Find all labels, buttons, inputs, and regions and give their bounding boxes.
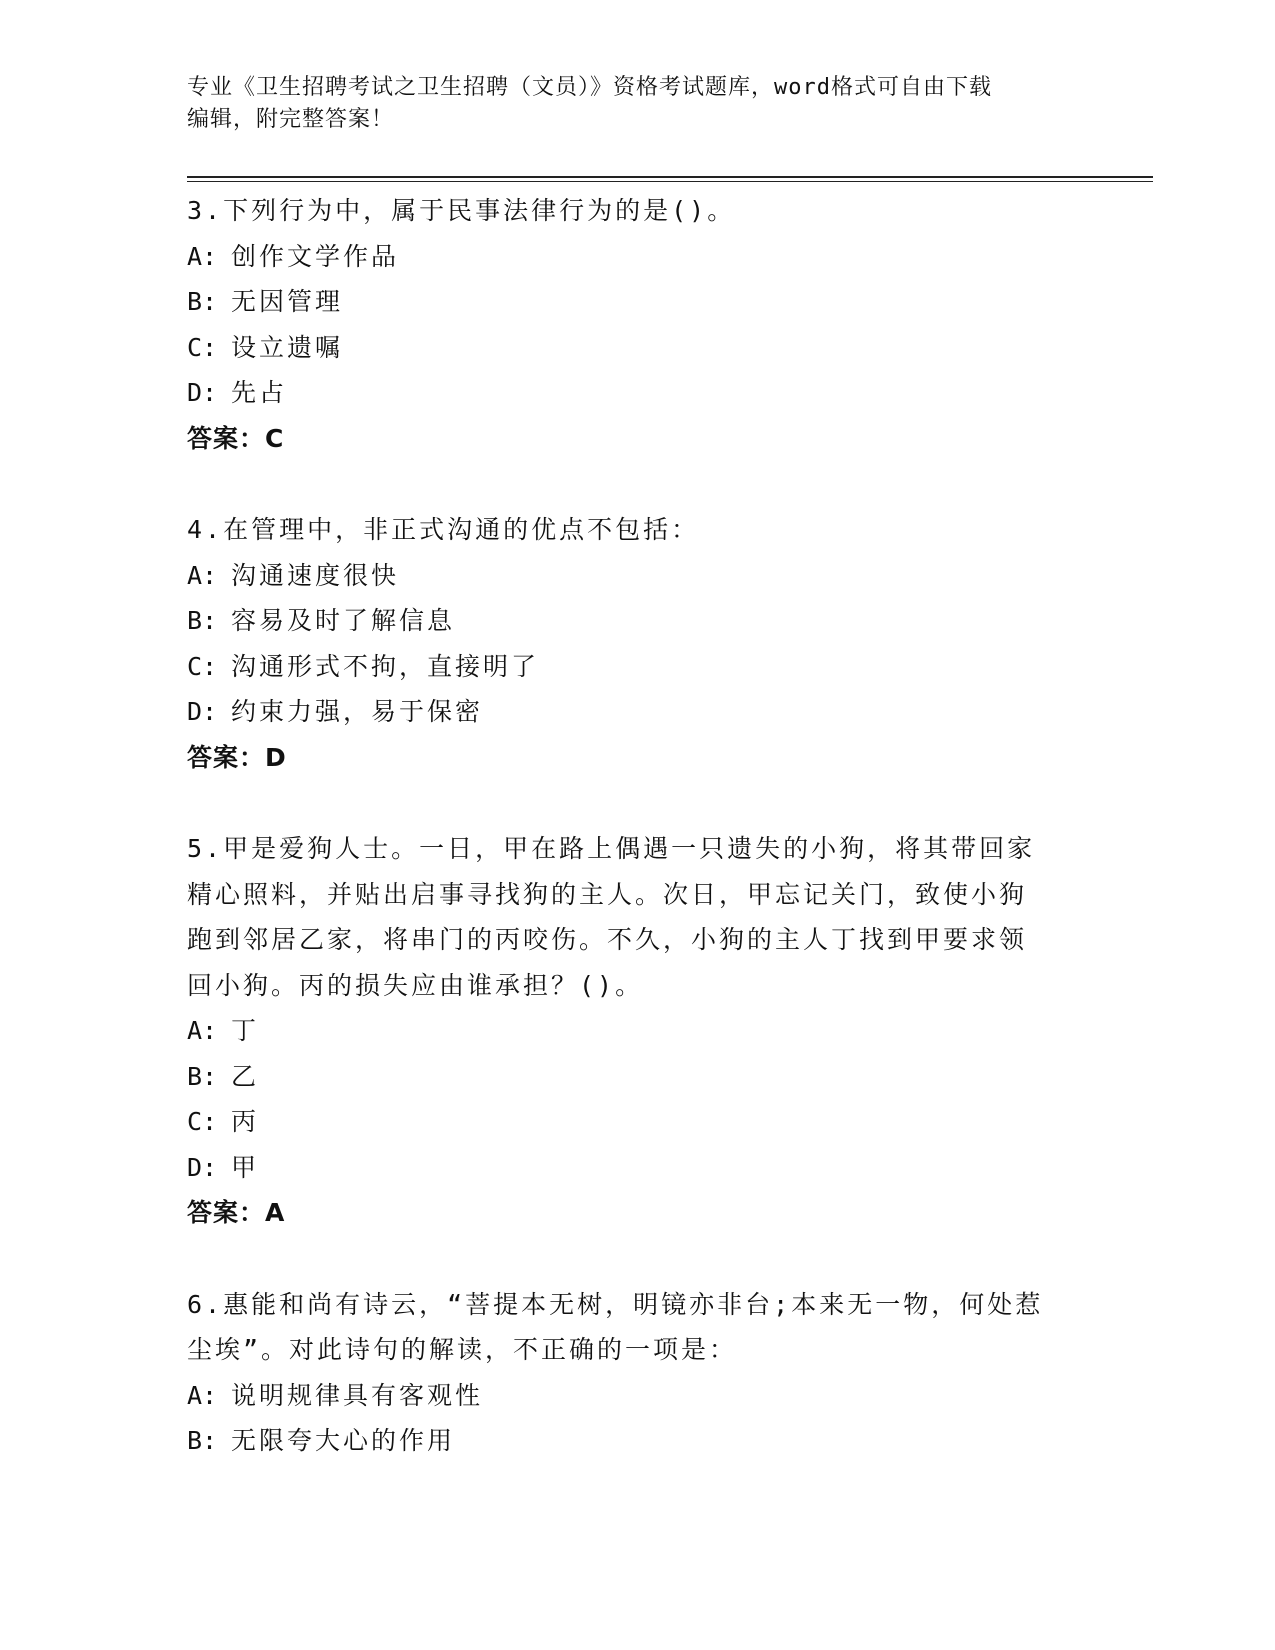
question-stem: 4.在管理中，非正式沟通的优点不包括：: [187, 515, 700, 544]
option-b: [187, 598, 1087, 644]
option-letter: A:: [187, 560, 218, 590]
option-b: [187, 279, 1087, 325]
question-3: [187, 188, 1087, 461]
option-text: 容易及时了解信息: [231, 606, 456, 635]
option-text: 先占: [231, 378, 288, 407]
option-text: 无因管理: [231, 287, 344, 316]
option-c: [187, 644, 1087, 690]
option-c: [187, 325, 1087, 371]
option-text: 乙: [231, 1061, 260, 1091]
option-letter: B:: [187, 1061, 218, 1091]
option-text: 沟通形式不拘，直接明了: [231, 651, 540, 681]
question-stem-line: 尘埃”。对此诗句的解读，不正确的一项是：: [187, 1335, 738, 1364]
question-stem-line: 5.甲是爱狗人士。一日，甲在路上偶遇一只遗失的小狗，将其带回家: [187, 834, 1036, 863]
option-c: [187, 1099, 1087, 1145]
header-line-2: 编辑，附完整答案！: [187, 107, 395, 132]
option-letter: B:: [187, 1426, 218, 1455]
option-d: [187, 1145, 1087, 1191]
question-stem-line: 6.惠能和尚有诗云，“菩提本无树，明镜亦非台;本来无一物，何处惹: [187, 1289, 1044, 1319]
option-letter: C:: [187, 651, 218, 681]
option-text: 无限夸大心的作用: [231, 1426, 456, 1455]
option-text: 创作文学作品: [231, 241, 400, 271]
option-b: [187, 1418, 1087, 1464]
question-4: [187, 507, 1087, 780]
option-letter: C:: [187, 332, 218, 362]
document-header: [187, 72, 1067, 136]
option-text: 约束力强，易于保密: [231, 697, 484, 726]
option-d: [187, 370, 1087, 416]
option-letter: D:: [187, 378, 218, 407]
option-text: 沟通速度很快: [231, 560, 400, 590]
option-letter: B:: [187, 606, 218, 635]
header-divider: [187, 176, 1153, 182]
option-letter: A:: [187, 1016, 218, 1045]
header-line-1: 专业《卫生招聘考试之卫生招聘（文员）》资格考试题库，word格式可自由下载: [187, 75, 992, 100]
question-6: [187, 1282, 1087, 1464]
option-a: [187, 1373, 1087, 1419]
question-stem: 3.下列行为中，属于民事法律行为的是()。: [187, 196, 736, 225]
question-5: [187, 826, 1087, 1236]
option-letter: D:: [187, 1152, 218, 1182]
question-stem-line: 精心照料，并贴出启事寻找狗的主人。次日，甲忘记关门，致使小狗: [187, 879, 1028, 909]
option-text: 设立遗嘱: [231, 332, 344, 362]
question-stem-line: 跑到邻居乙家，将串门的丙咬伤。不久，小狗的主人丁找到甲要求领: [187, 925, 1028, 954]
option-letter: A:: [187, 241, 218, 271]
option-b: [187, 1054, 1087, 1100]
question-list: [187, 188, 1087, 1464]
question-spacer: [187, 780, 1087, 826]
question-spacer: [187, 461, 1087, 507]
option-a: [187, 553, 1087, 599]
option-d: [187, 689, 1087, 735]
answer-line: 答案：D: [187, 742, 287, 772]
option-text: 说明规律具有客观性: [231, 1380, 484, 1410]
option-text: 丁: [231, 1016, 260, 1045]
option-a: [187, 1008, 1087, 1054]
option-a: [187, 234, 1087, 280]
option-text: 丙: [231, 1107, 260, 1136]
question-stem-line: 回小狗。丙的损失应由谁承担？()。: [187, 970, 644, 1000]
option-text: 甲: [231, 1152, 260, 1182]
option-letter: A:: [187, 1380, 218, 1410]
option-letter: B:: [187, 287, 218, 316]
option-letter: D:: [187, 697, 218, 726]
answer-line: 答案：A: [187, 1198, 286, 1227]
option-letter: C:: [187, 1107, 218, 1136]
answer-line: 答案：C: [187, 423, 285, 453]
question-spacer: [187, 1236, 1087, 1282]
